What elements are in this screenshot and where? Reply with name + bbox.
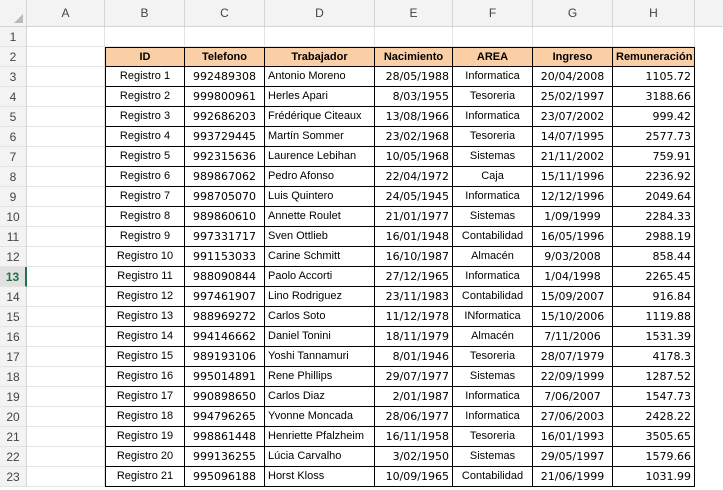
- column-header-b[interactable]: B: [105, 0, 185, 26]
- sheet-row: [0, 247, 695, 267]
- table-cell[interactable]: Herles Apari: [265, 87, 375, 107]
- column-header-h[interactable]: H: [613, 0, 695, 26]
- table-cell[interactable]: 1287.52: [613, 367, 695, 387]
- table-cell[interactable]: Registro 7: [105, 187, 185, 207]
- row-header[interactable]: 15: [0, 307, 27, 327]
- table-cell[interactable]: Daniel Tonini: [265, 327, 375, 347]
- table-cell[interactable]: 759.91: [613, 147, 695, 167]
- table-cell[interactable]: Registro 19: [105, 427, 185, 447]
- table-cell[interactable]: Antonio Moreno: [265, 67, 375, 87]
- empty-cell[interactable]: [27, 147, 105, 167]
- table-cell[interactable]: 29/07/1977: [375, 367, 453, 387]
- sheet-row: [0, 127, 695, 147]
- empty-cell[interactable]: [27, 87, 105, 107]
- table-cell[interactable]: 2284.33: [613, 207, 695, 227]
- table-cell[interactable]: 992315636: [185, 147, 265, 167]
- row-header[interactable]: 2: [0, 47, 27, 67]
- column-header-bar: [0, 0, 723, 27]
- table-cell[interactable]: 993729445: [185, 127, 265, 147]
- row-header[interactable]: 18: [0, 367, 27, 387]
- table-cell[interactable]: 15/09/2007: [533, 287, 613, 307]
- sheet-row: [0, 187, 695, 207]
- row-header[interactable]: 14: [0, 287, 27, 307]
- empty-cell[interactable]: [27, 27, 105, 47]
- table-cell[interactable]: Almacén: [453, 327, 533, 347]
- table-cell[interactable]: 992489308: [185, 67, 265, 87]
- table-cell[interactable]: 1/09/1999: [533, 207, 613, 227]
- table-header-cell[interactable]: Remuneración: [613, 47, 695, 67]
- table-cell[interactable]: 16/10/1987: [375, 247, 453, 267]
- row-header[interactable]: 13: [0, 267, 27, 287]
- table-cell[interactable]: Registro 5: [105, 147, 185, 167]
- sheet-row: [0, 27, 695, 47]
- table-cell[interactable]: Contabilidad: [453, 227, 533, 247]
- empty-cell[interactable]: [265, 27, 375, 47]
- table-cell[interactable]: 997331717: [185, 227, 265, 247]
- row-header[interactable]: 7: [0, 147, 27, 167]
- table-cell[interactable]: 16/11/1958: [375, 427, 453, 447]
- table-cell[interactable]: Contabilidad: [453, 467, 533, 487]
- empty-cell[interactable]: [613, 27, 695, 47]
- empty-cell[interactable]: [533, 27, 613, 47]
- sheet-row: [0, 107, 695, 127]
- table-cell[interactable]: Martín Sommer: [265, 127, 375, 147]
- empty-cell[interactable]: [27, 407, 105, 427]
- grid-body: [0, 27, 695, 487]
- table-cell[interactable]: 18/11/1979: [375, 327, 453, 347]
- table-cell[interactable]: 21/01/1977: [375, 207, 453, 227]
- table-cell[interactable]: 999136255: [185, 447, 265, 467]
- table-cell[interactable]: Yvonne Moncada: [265, 407, 375, 427]
- table-cell[interactable]: Registro 16: [105, 367, 185, 387]
- select-all-corner[interactable]: [0, 0, 27, 26]
- table-cell[interactable]: Registro 8: [105, 207, 185, 227]
- table-cell[interactable]: 10/05/1968: [375, 147, 453, 167]
- table-cell[interactable]: Informatica: [453, 267, 533, 287]
- table-cell[interactable]: 11/12/1978: [375, 307, 453, 327]
- column-header-g[interactable]: G: [533, 0, 613, 26]
- table-cell[interactable]: 4178.3: [613, 347, 695, 367]
- empty-cell[interactable]: [27, 207, 105, 227]
- empty-cell[interactable]: [27, 307, 105, 327]
- row-header[interactable]: 10: [0, 207, 27, 227]
- table-cell[interactable]: 9/03/2008: [533, 247, 613, 267]
- table-cell[interactable]: 20/04/2008: [533, 67, 613, 87]
- table-cell[interactable]: 992686203: [185, 107, 265, 127]
- table-cell[interactable]: 15/10/2006: [533, 307, 613, 327]
- empty-cell[interactable]: [27, 387, 105, 407]
- table-cell[interactable]: Frédérique Citeaux: [265, 107, 375, 127]
- column-header-d[interactable]: D: [265, 0, 375, 26]
- empty-cell[interactable]: [27, 187, 105, 207]
- sheet-row: [0, 267, 695, 287]
- table-cell[interactable]: 13/08/1966: [375, 107, 453, 127]
- table-cell[interactable]: 23/02/1968: [375, 127, 453, 147]
- sheet-row: [0, 327, 695, 347]
- table-cell[interactable]: Sistemas: [453, 447, 533, 467]
- table-header-cell[interactable]: Ingreso: [533, 47, 613, 67]
- row-header[interactable]: 6: [0, 127, 27, 147]
- table-cell[interactable]: 1119.88: [613, 307, 695, 327]
- table-cell[interactable]: Henriette Pfalzheim: [265, 427, 375, 447]
- table-cell[interactable]: 2236.92: [613, 167, 695, 187]
- table-cell[interactable]: 988969272: [185, 307, 265, 327]
- empty-cell[interactable]: [27, 367, 105, 387]
- table-cell[interactable]: Registro 6: [105, 167, 185, 187]
- table-cell[interactable]: 22/09/1999: [533, 367, 613, 387]
- empty-cell[interactable]: [27, 427, 105, 447]
- table-cell[interactable]: 2988.19: [613, 227, 695, 247]
- row-header[interactable]: 11: [0, 227, 27, 247]
- table-cell[interactable]: 1579.66: [613, 447, 695, 467]
- table-cell[interactable]: 2265.45: [613, 267, 695, 287]
- table-cell[interactable]: 858.44: [613, 247, 695, 267]
- table-cell[interactable]: Almacén: [453, 247, 533, 267]
- table-cell[interactable]: Registro 17: [105, 387, 185, 407]
- table-cell[interactable]: 3188.66: [613, 87, 695, 107]
- table-cell[interactable]: Registro 12: [105, 287, 185, 307]
- empty-cell[interactable]: [27, 107, 105, 127]
- sheet-row: [0, 347, 695, 367]
- table-header-cell[interactable]: Trabajador: [265, 47, 375, 67]
- table-cell[interactable]: 23/11/1983: [375, 287, 453, 307]
- row-header[interactable]: 20: [0, 407, 27, 427]
- table-cell[interactable]: 2049.64: [613, 187, 695, 207]
- empty-cell[interactable]: [105, 27, 185, 47]
- table-cell[interactable]: Registro 21: [105, 467, 185, 487]
- table-cell[interactable]: Horst Kloss: [265, 467, 375, 487]
- table-cell[interactable]: 989860610: [185, 207, 265, 227]
- row-header[interactable]: 16: [0, 327, 27, 347]
- table-cell[interactable]: 22/04/1972: [375, 167, 453, 187]
- table-cell[interactable]: 16/01/1948: [375, 227, 453, 247]
- table-cell[interactable]: Informatica: [453, 67, 533, 87]
- table-cell[interactable]: Registro 13: [105, 307, 185, 327]
- table-cell[interactable]: 994146662: [185, 327, 265, 347]
- table-cell[interactable]: Registro 20: [105, 447, 185, 467]
- table-cell[interactable]: Laurence Lebihan: [265, 147, 375, 167]
- table-cell[interactable]: 1105.72: [613, 67, 695, 87]
- table-cell[interactable]: 16/05/1996: [533, 227, 613, 247]
- table-cell[interactable]: 12/12/1996: [533, 187, 613, 207]
- empty-cell[interactable]: [27, 327, 105, 347]
- empty-cell[interactable]: [453, 27, 533, 47]
- table-cell[interactable]: 25/02/1997: [533, 87, 613, 107]
- table-cell[interactable]: 1/04/1998: [533, 267, 613, 287]
- table-cell[interactable]: 27/06/2003: [533, 407, 613, 427]
- empty-cell[interactable]: [27, 447, 105, 467]
- table-cell[interactable]: Registro 11: [105, 267, 185, 287]
- table-cell[interactable]: 8/03/1955: [375, 87, 453, 107]
- empty-cell[interactable]: [27, 47, 105, 67]
- empty-cell[interactable]: [27, 247, 105, 267]
- table-cell[interactable]: 997461907: [185, 287, 265, 307]
- sheet-row: [0, 387, 695, 407]
- table-cell[interactable]: 916.84: [613, 287, 695, 307]
- table-cell[interactable]: Tesoreria: [453, 347, 533, 367]
- row-header[interactable]: 17: [0, 347, 27, 367]
- table-cell[interactable]: Pedro Afonso: [265, 167, 375, 187]
- column-header-e[interactable]: E: [375, 0, 453, 26]
- table-cell[interactable]: 998705070: [185, 187, 265, 207]
- empty-cell[interactable]: [375, 27, 453, 47]
- empty-cell[interactable]: [27, 267, 105, 287]
- table-header-cell[interactable]: ID: [105, 47, 185, 67]
- sheet-row: [0, 47, 695, 67]
- column-header-c[interactable]: C: [185, 0, 265, 26]
- table-cell[interactable]: Registro 1: [105, 67, 185, 87]
- empty-cell[interactable]: [185, 27, 265, 47]
- table-cell[interactable]: Caja: [453, 167, 533, 187]
- sheet-row: [0, 447, 695, 467]
- sheet-row: [0, 427, 695, 447]
- table-cell[interactable]: Carine Schmitt: [265, 247, 375, 267]
- table-cell[interactable]: Tesoreria: [453, 87, 533, 107]
- table-cell[interactable]: Carlos Soto: [265, 307, 375, 327]
- row-header[interactable]: 12: [0, 247, 27, 267]
- table-cell[interactable]: 994796265: [185, 407, 265, 427]
- table-cell[interactable]: 27/12/1965: [375, 267, 453, 287]
- table-cell[interactable]: Informatica: [453, 387, 533, 407]
- table-cell[interactable]: 21/06/1999: [533, 467, 613, 487]
- row-header[interactable]: 1: [0, 27, 27, 47]
- sheet-row: [0, 407, 695, 427]
- empty-cell[interactable]: [27, 347, 105, 367]
- table-cell[interactable]: 16/01/1993: [533, 427, 613, 447]
- row-header[interactable]: 4: [0, 87, 27, 107]
- table-cell[interactable]: Annette Roulet: [265, 207, 375, 227]
- table-cell[interactable]: Lúcia Carvalho: [265, 447, 375, 467]
- sheet-row: [0, 67, 695, 87]
- table-cell[interactable]: Registro 2: [105, 87, 185, 107]
- sheet-row: [0, 367, 695, 387]
- empty-cell[interactable]: [27, 167, 105, 187]
- table-cell[interactable]: 28/07/1979: [533, 347, 613, 367]
- table-cell[interactable]: 28/06/1977: [375, 407, 453, 427]
- table-cell[interactable]: 999800961: [185, 87, 265, 107]
- table-cell[interactable]: Registro 14: [105, 327, 185, 347]
- table-cell[interactable]: 1531.39: [613, 327, 695, 347]
- table-cell[interactable]: 23/07/2002: [533, 107, 613, 127]
- table-cell[interactable]: 995096188: [185, 467, 265, 487]
- table-cell[interactable]: 29/05/1997: [533, 447, 613, 467]
- row-header[interactable]: 23: [0, 467, 27, 487]
- table-cell[interactable]: Rene Phillips: [265, 367, 375, 387]
- table-cell[interactable]: Carlos Diaz: [265, 387, 375, 407]
- table-cell[interactable]: Sven Ottlieb: [265, 227, 375, 247]
- row-header[interactable]: 21: [0, 427, 27, 447]
- table-cell[interactable]: Registro 9: [105, 227, 185, 247]
- table-cell[interactable]: Tesoreria: [453, 127, 533, 147]
- table-header-cell[interactable]: Telefono: [185, 47, 265, 67]
- table-cell[interactable]: Sistemas: [453, 207, 533, 227]
- row-header[interactable]: 8: [0, 167, 27, 187]
- table-cell[interactable]: 999.42: [613, 107, 695, 127]
- table-header-cell[interactable]: Nacimiento: [375, 47, 453, 67]
- table-cell[interactable]: 991153033: [185, 247, 265, 267]
- table-cell[interactable]: 990898650: [185, 387, 265, 407]
- table-cell[interactable]: 28/05/1988: [375, 67, 453, 87]
- empty-cell[interactable]: [27, 127, 105, 147]
- sheet-row: [0, 167, 695, 187]
- table-cell[interactable]: Contabilidad: [453, 287, 533, 307]
- table-cell[interactable]: 1031.99: [613, 467, 695, 487]
- table-cell[interactable]: 995014891: [185, 367, 265, 387]
- table-cell[interactable]: INformatica: [453, 307, 533, 327]
- empty-cell[interactable]: [27, 227, 105, 247]
- table-cell[interactable]: 989193106: [185, 347, 265, 367]
- table-cell[interactable]: 988090844: [185, 267, 265, 287]
- table-cell[interactable]: Lino Rodriguez: [265, 287, 375, 307]
- table-cell[interactable]: 1547.73: [613, 387, 695, 407]
- table-cell[interactable]: 2577.73: [613, 127, 695, 147]
- table-cell[interactable]: Yoshi Tannamuri: [265, 347, 375, 367]
- table-cell[interactable]: Informatica: [453, 107, 533, 127]
- table-cell[interactable]: 15/11/1996: [533, 167, 613, 187]
- table-cell[interactable]: Informatica: [453, 407, 533, 427]
- table-cell[interactable]: Informatica: [453, 187, 533, 207]
- table-cell[interactable]: 2428.22: [613, 407, 695, 427]
- table-cell[interactable]: Registro 15: [105, 347, 185, 367]
- table-cell[interactable]: 998861448: [185, 427, 265, 447]
- table-cell[interactable]: 8/01/1946: [375, 347, 453, 367]
- sheet-row: [0, 227, 695, 247]
- sheet-row: [0, 207, 695, 227]
- table-cell[interactable]: Paolo Accorti: [265, 267, 375, 287]
- table-cell[interactable]: 21/11/2002: [533, 147, 613, 167]
- table-cell[interactable]: Sistemas: [453, 367, 533, 387]
- empty-cell[interactable]: [27, 467, 105, 487]
- table-cell[interactable]: 24/05/1945: [375, 187, 453, 207]
- sheet-row: [0, 147, 695, 167]
- table-cell[interactable]: Registro 4: [105, 127, 185, 147]
- sheet-row: [0, 87, 695, 107]
- row-header[interactable]: 3: [0, 67, 27, 87]
- table-cell[interactable]: Registro 18: [105, 407, 185, 427]
- table-cell[interactable]: 14/07/1995: [533, 127, 613, 147]
- sheet-row: [0, 307, 695, 327]
- column-header-a[interactable]: A: [27, 0, 105, 26]
- table-cell[interactable]: 2/01/1987: [375, 387, 453, 407]
- table-cell[interactable]: Registro 10: [105, 247, 185, 267]
- row-header[interactable]: 22: [0, 447, 27, 467]
- table-cell[interactable]: 3505.65: [613, 427, 695, 447]
- table-cell[interactable]: 7/06/2007: [533, 387, 613, 407]
- empty-cell[interactable]: [27, 287, 105, 307]
- table-cell[interactable]: Registro 3: [105, 107, 185, 127]
- table-cell[interactable]: 7/11/2006: [533, 327, 613, 347]
- row-header[interactable]: 19: [0, 387, 27, 407]
- row-header[interactable]: 9: [0, 187, 27, 207]
- table-cell[interactable]: Luis Quintero: [265, 187, 375, 207]
- column-header-f[interactable]: F: [453, 0, 533, 26]
- table-header-cell[interactable]: AREA: [453, 47, 533, 67]
- sheet-row: [0, 287, 695, 307]
- table-cell[interactable]: Tesoreria: [453, 427, 533, 447]
- table-cell[interactable]: 10/09/1965: [375, 467, 453, 487]
- sheet-row: [0, 467, 695, 487]
- table-cell[interactable]: 3/02/1950: [375, 447, 453, 467]
- table-cell[interactable]: 989867062: [185, 167, 265, 187]
- empty-cell[interactable]: [27, 67, 105, 87]
- row-header[interactable]: 5: [0, 107, 27, 127]
- table-cell[interactable]: Sistemas: [453, 147, 533, 167]
